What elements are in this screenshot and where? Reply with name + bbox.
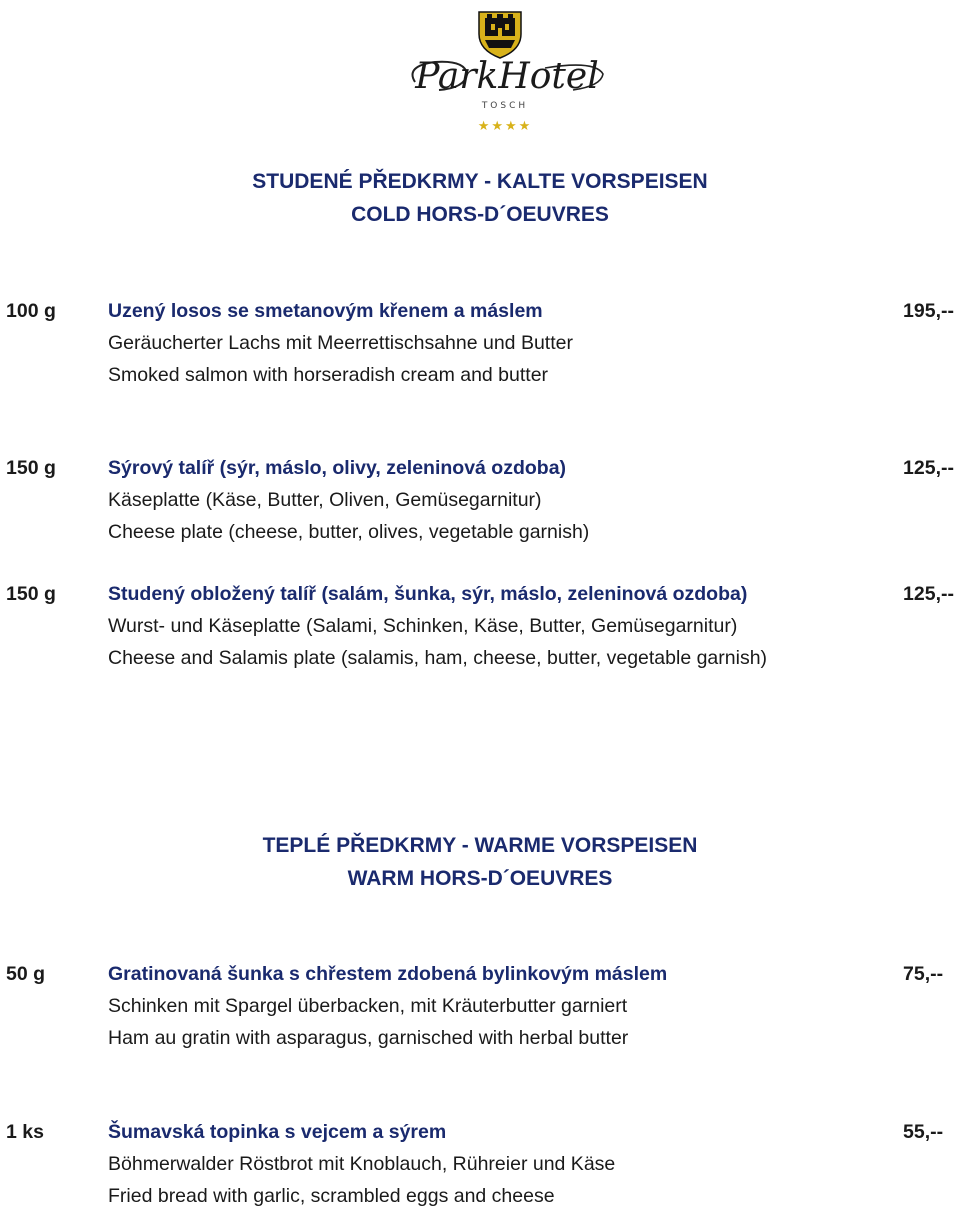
item-quantity: 1 ks [6,1121,44,1143]
rating-stars: ★★★★ [477,119,533,134]
item-name-cz: Šumavská topinka s vejcem a sýrem [108,1121,447,1143]
item-name-de: Schinken mit Spargel überbacken, mit Kräuterbutter garniert [108,995,628,1017]
section-title-warm [0,829,960,895]
item-name-de: Wurst- und Käseplatte (Salami, Schinken, Käse, Butter, Gemüsegarnitur) [108,615,738,637]
section-title-warm-cz-de: TEPLÉ PŘEDKRMY - WARME VORSPEISEN [262,834,698,857]
item-name-en: Cheese plate (cheese, butter, olives, vegetable garnish) [108,521,590,543]
section-title-cold-en: COLD HORS-D´OEUVRES [351,203,609,226]
item-name-en: Smoked salmon with horseradish cream and butter [108,364,549,386]
brand-subtitle: TOSCH [481,101,529,111]
item-name-de: Böhmerwalder Röstbrot mit Knoblauch, Rühreier und Käse [108,1153,616,1175]
item-name-en: Fried bread with garlic, scrambled eggs and cheese [108,1185,555,1207]
item-price: 125,-- [903,457,954,479]
item-price: 55,-- [903,1121,944,1143]
item-quantity: 50 g [6,963,46,985]
crest-icon [479,12,521,58]
item-name-cz: Sýrový talíř (sýr, máslo, olivy, zeleninová ozdoba) [108,457,567,479]
brand-text: ParkHotel [415,56,599,97]
section-title-cold-cz-de: STUDENÉ PŘEDKRMY - KALTE VORSPEISEN [252,170,708,193]
item-name-de: Käseplatte (Käse, Butter, Oliven, Gemüsegarnitur) [108,489,542,511]
item-quantity: 100 g [6,300,56,322]
section-title-warm-en: WARM HORS-D´OEUVRES [347,867,613,890]
item-name-cz: Gratinovaná šunka s chřestem zdobená bylinkovým máslem [108,963,668,985]
item-name-en: Ham au gratin with asparagus, garnisched with herbal butter [108,1027,629,1049]
hotel-logo [395,4,615,136]
section-title-cold [0,165,960,231]
item-price: 195,-- [903,300,954,322]
item-quantity: 150 g [6,583,56,605]
item-quantity: 150 g [6,457,56,479]
item-price: 75,-- [903,963,944,985]
item-name-de: Geräucherter Lachs mit Meerrettischsahne und Butter [108,332,573,354]
item-name-cz: Studený obložený talíř (salám, šunka, sýr, máslo, zeleninová ozdoba) [108,583,748,605]
item-price: 125,-- [903,583,954,605]
item-name-en: Cheese and Salamis plate (salamis, ham, cheese, butter, vegetable garnish) [108,647,768,669]
item-name-cz: Uzený losos se smetanovým křenem a máslem [108,300,543,322]
